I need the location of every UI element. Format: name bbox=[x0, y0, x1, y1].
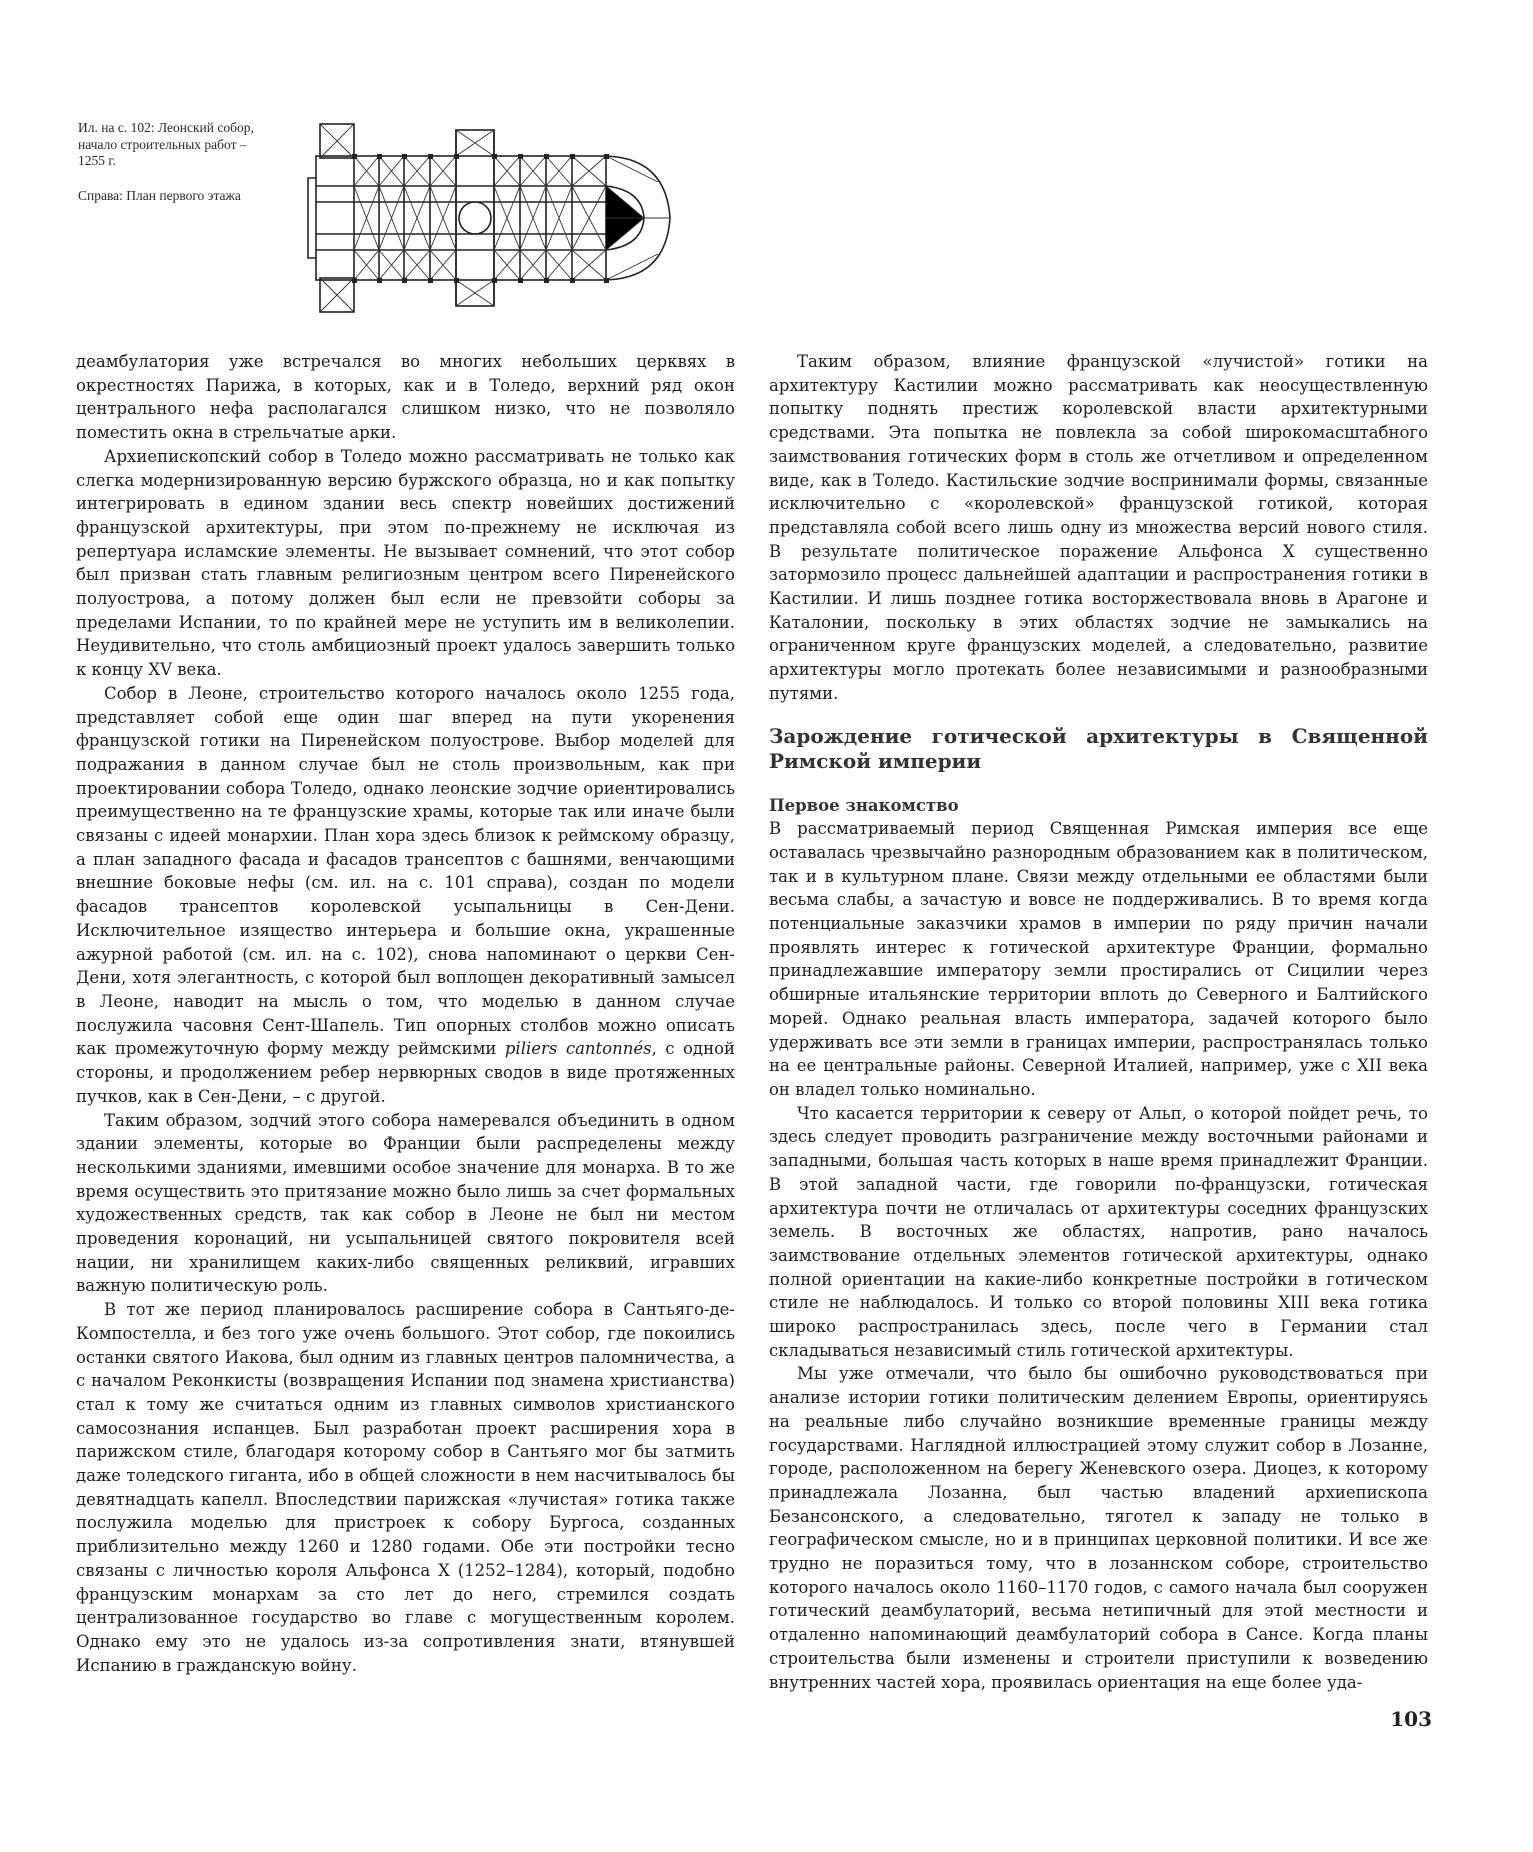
cathedral-floor-plan bbox=[306, 118, 686, 318]
right-column bbox=[769, 350, 1428, 1730]
paragraph: деамбулатория уже встречался во многих небольших церквях в окрестностях Парижа, в которых, как и в Толедо, верхний ряд окон центрального нефа располагался слишком низко, что не позволяло поместить окна в стрельчатые арки. bbox=[76, 352, 735, 443]
paragraph: Что касается территории к северу от Альп, о которой пойдет речь, то здесь следует проводить разграничение между восточными районами и западными, большая часть которых в наше время принадлежит Франции. В этой западной части, где говорили по-французски, готическая архитектура почти не отличалась от архитектуры соседних французских земель. В восточных же областях, напротив, рано началось заимствование отдельных элементов готической архитектуры, однако полной ориентации на какие-либо конкретные постройки в готическом стиле не наблюдалось. И только со второй половины XIII века готика широко распространилась здесь, после чего в Германии стал складываться независимый стиль готической архитектуры. bbox=[769, 1103, 1428, 1360]
figure-caption bbox=[78, 120, 258, 222]
left-column bbox=[76, 350, 735, 1730]
section-heading: Зарождение готической архитектуры в Священной Римской империи bbox=[769, 723, 1428, 773]
paragraph bbox=[76, 682, 735, 1109]
paragraph: Архиепископский собор в Толедо можно рассматривать не только как слегка модернизированную версию буржского образца, но и как попытку интегрировать в едином здании весь спектр новейших достижений французской архитектуры, при этом по-прежнему не исключая из репертуара исламские элементы. Не вызывает сомнений, что этот собор был призван стать главным религиозным центром всего Пиренейского полуострова, а потому должен был если не превзойти соборы за пределами Испании, то по крайней мере не уступить им в великолепии. Неудивительно, что столь амбициозный проект удалось завершить только к концу XV века. bbox=[76, 446, 735, 680]
paragraph: В рассматриваемый период Священная Римская империя все еще оставалась чрезвычайно разнородным образованием как в политическом, так и в культурном плане. Связи между отдельными ее областями были весьма слабы, а зачастую и вовсе не поддерживались. В то время когда потенциальные заказчики храмов в империи по ряду причин начали проявлять интерес к готической архитектуре Франции, формально принадлежавшие императору земли простирались от Сицилии через обширные итальянские территории вплоть до Северного и Балтийского морей. Однако реальная власть императора, задачей которого было удерживать все эти земли в границах империи, распространялась только на ее центральные районы. Северной Италией, например, уже с XII века он владел только номинально. bbox=[769, 819, 1428, 1099]
paragraph: Таким образом, зодчий этого собора намеревался объединить в одном здании элементы, которые во Франции были распределены между несколькими зданиями, имевшими особое значение для монарха. В то же время осуществить это притязание можно было лишь за счет формальных художественных средств, так как собор в Леоне не был ни местом проведения коронаций, ни усыпальницей святого покровителя всей нации, ни хранилищем каких-либо священных реликвий, игравших важную политическую роль. bbox=[76, 1110, 735, 1296]
page-number: 103 bbox=[1390, 1707, 1432, 1731]
paragraph-text: , с одной стороны, и продолжением ребер нервюрных сводов в виде протяженных пучков, как в Сен-Дени, – с другой. bbox=[76, 1039, 735, 1106]
italic-term: piliers cantonnés bbox=[504, 1039, 652, 1059]
subsection-heading: Первое знакомство bbox=[769, 795, 959, 815]
caption-line-2: Справа: План первого этажа bbox=[78, 187, 241, 203]
paragraph: Мы уже отмечали, что было бы ошибочно руководствоваться при анализе истории готики политическим делением Европы, ориентируясь на реальные либо случайно возникшие временные границы между государствами. Наглядной иллюстрацией этому служит собор в Лозанне, городе, расположенном на берегу Женевского озера. Диоцез, к которому принадлежала Лозанна, был частью владений архиепископа Безансонского, а следовательно, тяготел к западу не только в географическом смысле, но и в принципах церковной политики. И все же трудно не поразиться тому, что в лозаннском соборе, строительство которого началось около 1160–1170 годов, с самого начала был сооружен готический деамбулаторий, весьма нетипичный для этой местности и отдаленно напоминающий деамбулаторий собора в Сансе. Когда планы строительства были изменены и строители приступили к возведению внутренних частей хора, проявилась ориентация на еще более уда- bbox=[769, 1364, 1428, 1692]
paragraph: В тот же период планировалось расширение собора в Сантьяго-де-Компостелла, и без того уже очень большого. Этот собор, где покоились останки святого Иакова, был одним из главных центров паломничества, а с началом Реконкисты (возвращения Испании под знамена христианства) стал к тому же считаться одним из главных символов христианского самосознания испанцев. Был разработан проект расширения хора в парижском стиле, благодаря которому собор в Сантьяго мог бы затмить даже толедского гиганта, ибо в общей сложности в нем насчитывалось бы девятнадцать капелл. Впоследствии парижская «лучистая» готика также послужила моделью для пристроек к собору Бургоса, созданных приблизительно между 1260 и 1280 годами. Обе эти постройки тесно связаны с личностью короля Альфонса X (1252–1284), который, подобно французским монархам за сто лет до него, стремился создать централизованное государство во главе с могущественным королем. Однако ему это не удалось из-за сопротивления знати, втянувшей Испанию в гражданскую войну. bbox=[76, 1300, 735, 1675]
caption-line-1: Ил. на с. 102: Леонский собор, начало строительных работ – 1255 г. bbox=[78, 120, 254, 168]
paragraph: Таким образом, влияние французской «лучистой» готики на архитектуру Кастилии можно рассматривать как неосуществленную попытку поднять престиж королевской власти архитектурными средствами. Эта попытка не повлекла за собой широкомасштабного заимствования готических форм в столь же отчетливом и определенном виде, как в Толедо. Кастильские зодчие воспринимали формы, связанные исключительно с «королевской» французской готикой, которая представляла собой всего лишь одну из множества версий нового стиля. В результате политическое поражение Альфонса X существенно затормозило процесс дальнейшей адаптации и распространения готики в Кастилии. И лишь позднее готика восторжествовала вновь в Арагоне и Каталонии, поскольку в этих областях зодчие не замыкались на ограниченном круге французских моделей, а следовательно, развитие архитектуры могло протекать более независимыми и разнообразными путями. bbox=[769, 352, 1428, 703]
paragraph-text: Собор в Леоне, строительство которого началось около 1255 года, представляет собой еще один шаг вперед на пути укоренения французской готики на Пиренейском полуострове. Выбор моделей для подражания в данном случае был не столь произвольным, как при проектировании собора Толедо, однако леонские зодчие ориентировались преимущественно на те французские храмы, которые так или иначе были связаны с идеей монархии. План хора здесь близок к реймскому образцу, а план западного фасада и фасадов трансептов с башнями, венчающими внешние боковые нефы (см. ил. на с. 101 справа), создан по модели фасадов трансептов королевской усыпальницы в Сен-Дени. Исключительное изящество интерьера и большие окна, украшенные ажурной работой (см. ил. на с. 102), снова напоминают о церкви Сен-Дени, хотя элегантность, с которой был воплощен декоративный замысел в Леоне, наводит на мысль о том, что моделью в данном случае послужила часовня Сент-Шапель. Тип опорных столбов можно описать как промежуточную форму между реймскими bbox=[76, 683, 735, 1059]
